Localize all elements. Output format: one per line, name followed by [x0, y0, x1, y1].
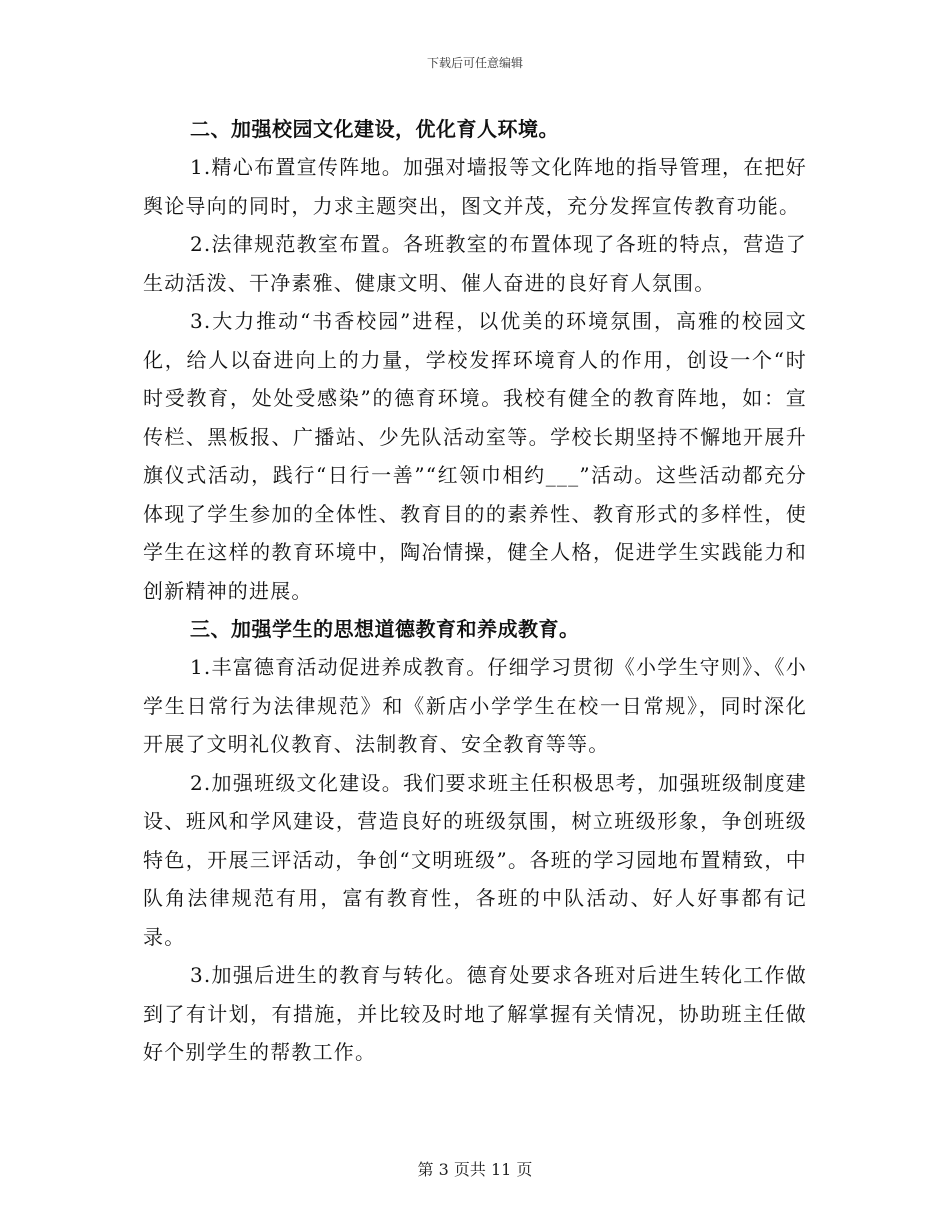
page-number: 第 3 页共 11 页: [417, 1160, 533, 1179]
document-body: [143, 110, 807, 1072]
paragraph-habit-education: 1.丰富德育活动促进养成教育。仔细学习贯彻《小学生守则》、《小学生日常行为法律规范》和《新店小学学生在校一日常规》，同时深化开展了文明礼仪教育、法制教育、安全教育等等。: [143, 655, 807, 756]
paragraph-class-culture: 2.加强班级文化建设。我们要求班主任积极思考，加强班级制度建设、班风和学风建设，营造良好的班级氛围，树立班级形象，争创班级特色，开展三评活动，争创“文明班级”。各班的学习园地布置精致，中队角法律规范有用，富有教育性，各班的中队活动、好人好事都有记录。: [143, 770, 807, 949]
page-header-note: 下载后可任意编辑: [426, 56, 523, 70]
paragraph-underachiever-support: 3.加强后进生的教育与转化。德育处要求各班对后进生转化工作做到了有计划，有措施，并比较及时地了解掌握有关情况，协助班主任做好个别学生的帮教工作。: [143, 963, 807, 1064]
section-heading-culture: 二、加强校园文化建设，优化育人环境。: [190, 117, 559, 141]
paragraph-book-campus: 3.大力推动“书香校园”进程，以优美的环境氛围，高雅的校园文化，给人以奋进向上的力量，学校发挥环境育人的作用，创设一个“时时受教育，处处受感染”的德育环境。我校有健全的教育阵地，如：宣传栏、黑板报、广播站、少先队活动室等。学校长期坚持不懈地开展升旗仪式活动，践行“日行一善”“红领巾相约___”活动。这些活动都充分体现了学生参加的全体性、教育目的的素养性、教育形式的多样性，使学生在这样的教育环境中，陶冶情操，健全人格，促进学生实践能力和创新精神的进展。: [143, 309, 807, 603]
paragraph-publicity: 1.精心布置宣传阵地。加强对墙报等文化阵地的指导管理，在把好舆论导向的同时，力求主题突出，图文并茂，充分发挥宣传教育功能。: [143, 155, 807, 218]
paragraph-classroom-layout: 2.法律规范教室布置。各班教室的布置体现了各班的特点，营造了生动活泼、干净素雅、健康文明、催人奋进的良好育人氛围。: [143, 232, 807, 295]
section-heading-moral-education: 三、加强学生的思想道德教育和养成教育。: [190, 617, 580, 641]
